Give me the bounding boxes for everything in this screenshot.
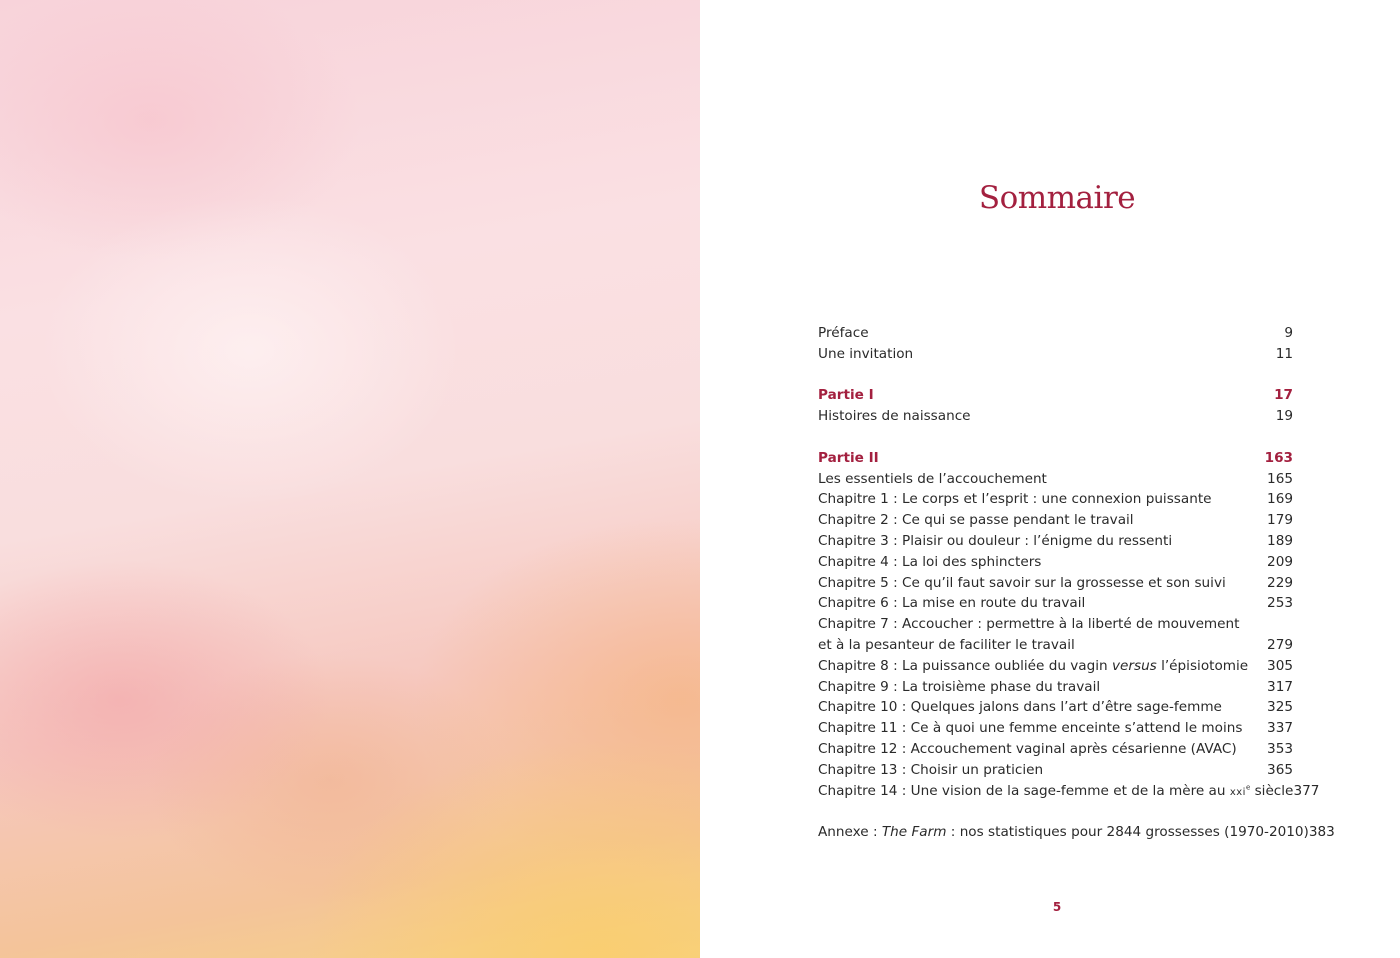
toc-entry-page: 9 xyxy=(1284,325,1293,341)
toc-entry-title: Chapitre 6 : La mise en route du travail xyxy=(818,595,1086,612)
toc-spacer xyxy=(818,427,1293,448)
toc-entry-title: Une invitation xyxy=(818,345,914,362)
toc-entry-page: 337 xyxy=(1267,720,1293,737)
toc-entry xyxy=(818,593,1293,614)
toc-entry-title: Annexe : The Farm : nos statistiques pour 2844 grossesses (1970-2010) xyxy=(818,824,1309,841)
toc-entry-title: Chapitre 5 : Ce qu’il faut savoir sur la grossesse et son suivi xyxy=(818,574,1226,591)
toc-entry-page: 383 xyxy=(1308,824,1335,841)
toc-entry-page: 163 xyxy=(1264,449,1293,466)
toc-entry-page: 317 xyxy=(1267,678,1293,695)
toc-part-heading xyxy=(818,385,1293,406)
toc-entry-title: Partie II xyxy=(818,449,879,466)
toc-entry-title: Chapitre 14 : Une vision de la sage-femme et de la mère au xxi$^e$ siècle xyxy=(818,782,1294,799)
toc-entry-page: 209 xyxy=(1267,553,1293,570)
toc-entry-page: 169 xyxy=(1267,491,1293,508)
toc-entry-title: Chapitre 2 : Ce qui se passe pendant le travail xyxy=(818,512,1134,529)
toc-entry-title: Histoires de naissance xyxy=(818,408,971,425)
toc-entry-page: 305 xyxy=(1267,657,1293,674)
toc-entry-title: Chapitre 1 : Le corps et l’esprit : une connexion puissante xyxy=(818,491,1212,508)
toc-entry-page: 229 xyxy=(1267,574,1293,591)
toc-entry-page: 279 xyxy=(1267,636,1293,653)
toc-entry-page: 377 xyxy=(1293,782,1320,799)
toc-entry xyxy=(818,510,1293,531)
toc-entry-page: 189 xyxy=(1267,532,1293,549)
toc-entry xyxy=(818,781,1320,802)
toc-entry-title: Chapitre 3 : Plaisir ou douleur : l’énigme du ressenti xyxy=(818,532,1173,549)
toc-entry xyxy=(818,344,1293,365)
table-of-contents xyxy=(818,323,1335,843)
toc-entry-page: 19 xyxy=(1275,408,1293,425)
toc-entry-title: Chapitre 11 : Ce à quoi une femme enceinte s’attend le moins xyxy=(818,720,1243,737)
toc-entry xyxy=(818,677,1293,698)
toc-entry xyxy=(818,573,1293,594)
toc-entry-page: 325 xyxy=(1267,699,1293,716)
toc-entry-title: Chapitre 8 : La puissance oubliée du vagin versus l’épisiotomie xyxy=(818,657,1249,674)
toc-entry-title: Chapitre 13 : Choisir un praticien xyxy=(818,761,1044,778)
toc-entry-page: 353 xyxy=(1267,740,1293,757)
toc-entry-page: 253 xyxy=(1267,595,1293,612)
toc-entry xyxy=(818,822,1335,843)
toc-entry-title: Chapitre 4 : La loi des sphincters xyxy=(818,553,1042,570)
toc-entry-page: 17 xyxy=(1274,387,1293,404)
page-number: 5 xyxy=(1052,900,1062,914)
toc-entry xyxy=(818,489,1293,510)
toc-entry xyxy=(818,635,1293,656)
toc-entry xyxy=(818,406,1293,427)
toc-entry-page: 11 xyxy=(1275,345,1293,362)
toc-entry-title: Chapitre 9 : La troisième phase du travail xyxy=(818,678,1101,695)
toc-entry xyxy=(818,323,1293,344)
toc-entry xyxy=(818,739,1293,760)
toc-entry xyxy=(818,552,1293,573)
toc-entry xyxy=(818,469,1293,490)
toc-entry-page: 165 xyxy=(1267,470,1293,487)
toc-entry-page: 365 xyxy=(1267,761,1293,778)
toc-entry-title: Préface xyxy=(818,325,869,341)
toc-entry xyxy=(818,656,1293,677)
toc-entry-title: Chapitre 7 : Accoucher : permettre à la liberté de mouvement xyxy=(818,616,1240,633)
toc-page xyxy=(700,0,1400,958)
toc-entry xyxy=(818,697,1293,718)
page-title: Sommaire xyxy=(978,180,1136,216)
toc-entry-page: 179 xyxy=(1267,512,1293,529)
toc-spacer xyxy=(818,365,1293,386)
toc-entry xyxy=(818,614,1293,635)
toc-spacer xyxy=(818,801,1293,822)
toc-entry-title: Partie I xyxy=(818,387,874,404)
toc-entry xyxy=(818,760,1293,781)
toc-entry-title: Les essentiels de l’accouchement xyxy=(818,470,1047,487)
toc-part-heading xyxy=(818,448,1293,469)
toc-entry xyxy=(818,718,1293,739)
toc-entry-title: Chapitre 10 : Quelques jalons dans l’art d’être sage-femme xyxy=(818,699,1222,716)
toc-entry-title: Chapitre 12 : Accouchement vaginal après césarienne (AVAC) xyxy=(818,740,1237,757)
toc-entry-title: et à la pesanteur de faciliter le travail xyxy=(818,636,1075,653)
toc-entry xyxy=(818,531,1293,552)
